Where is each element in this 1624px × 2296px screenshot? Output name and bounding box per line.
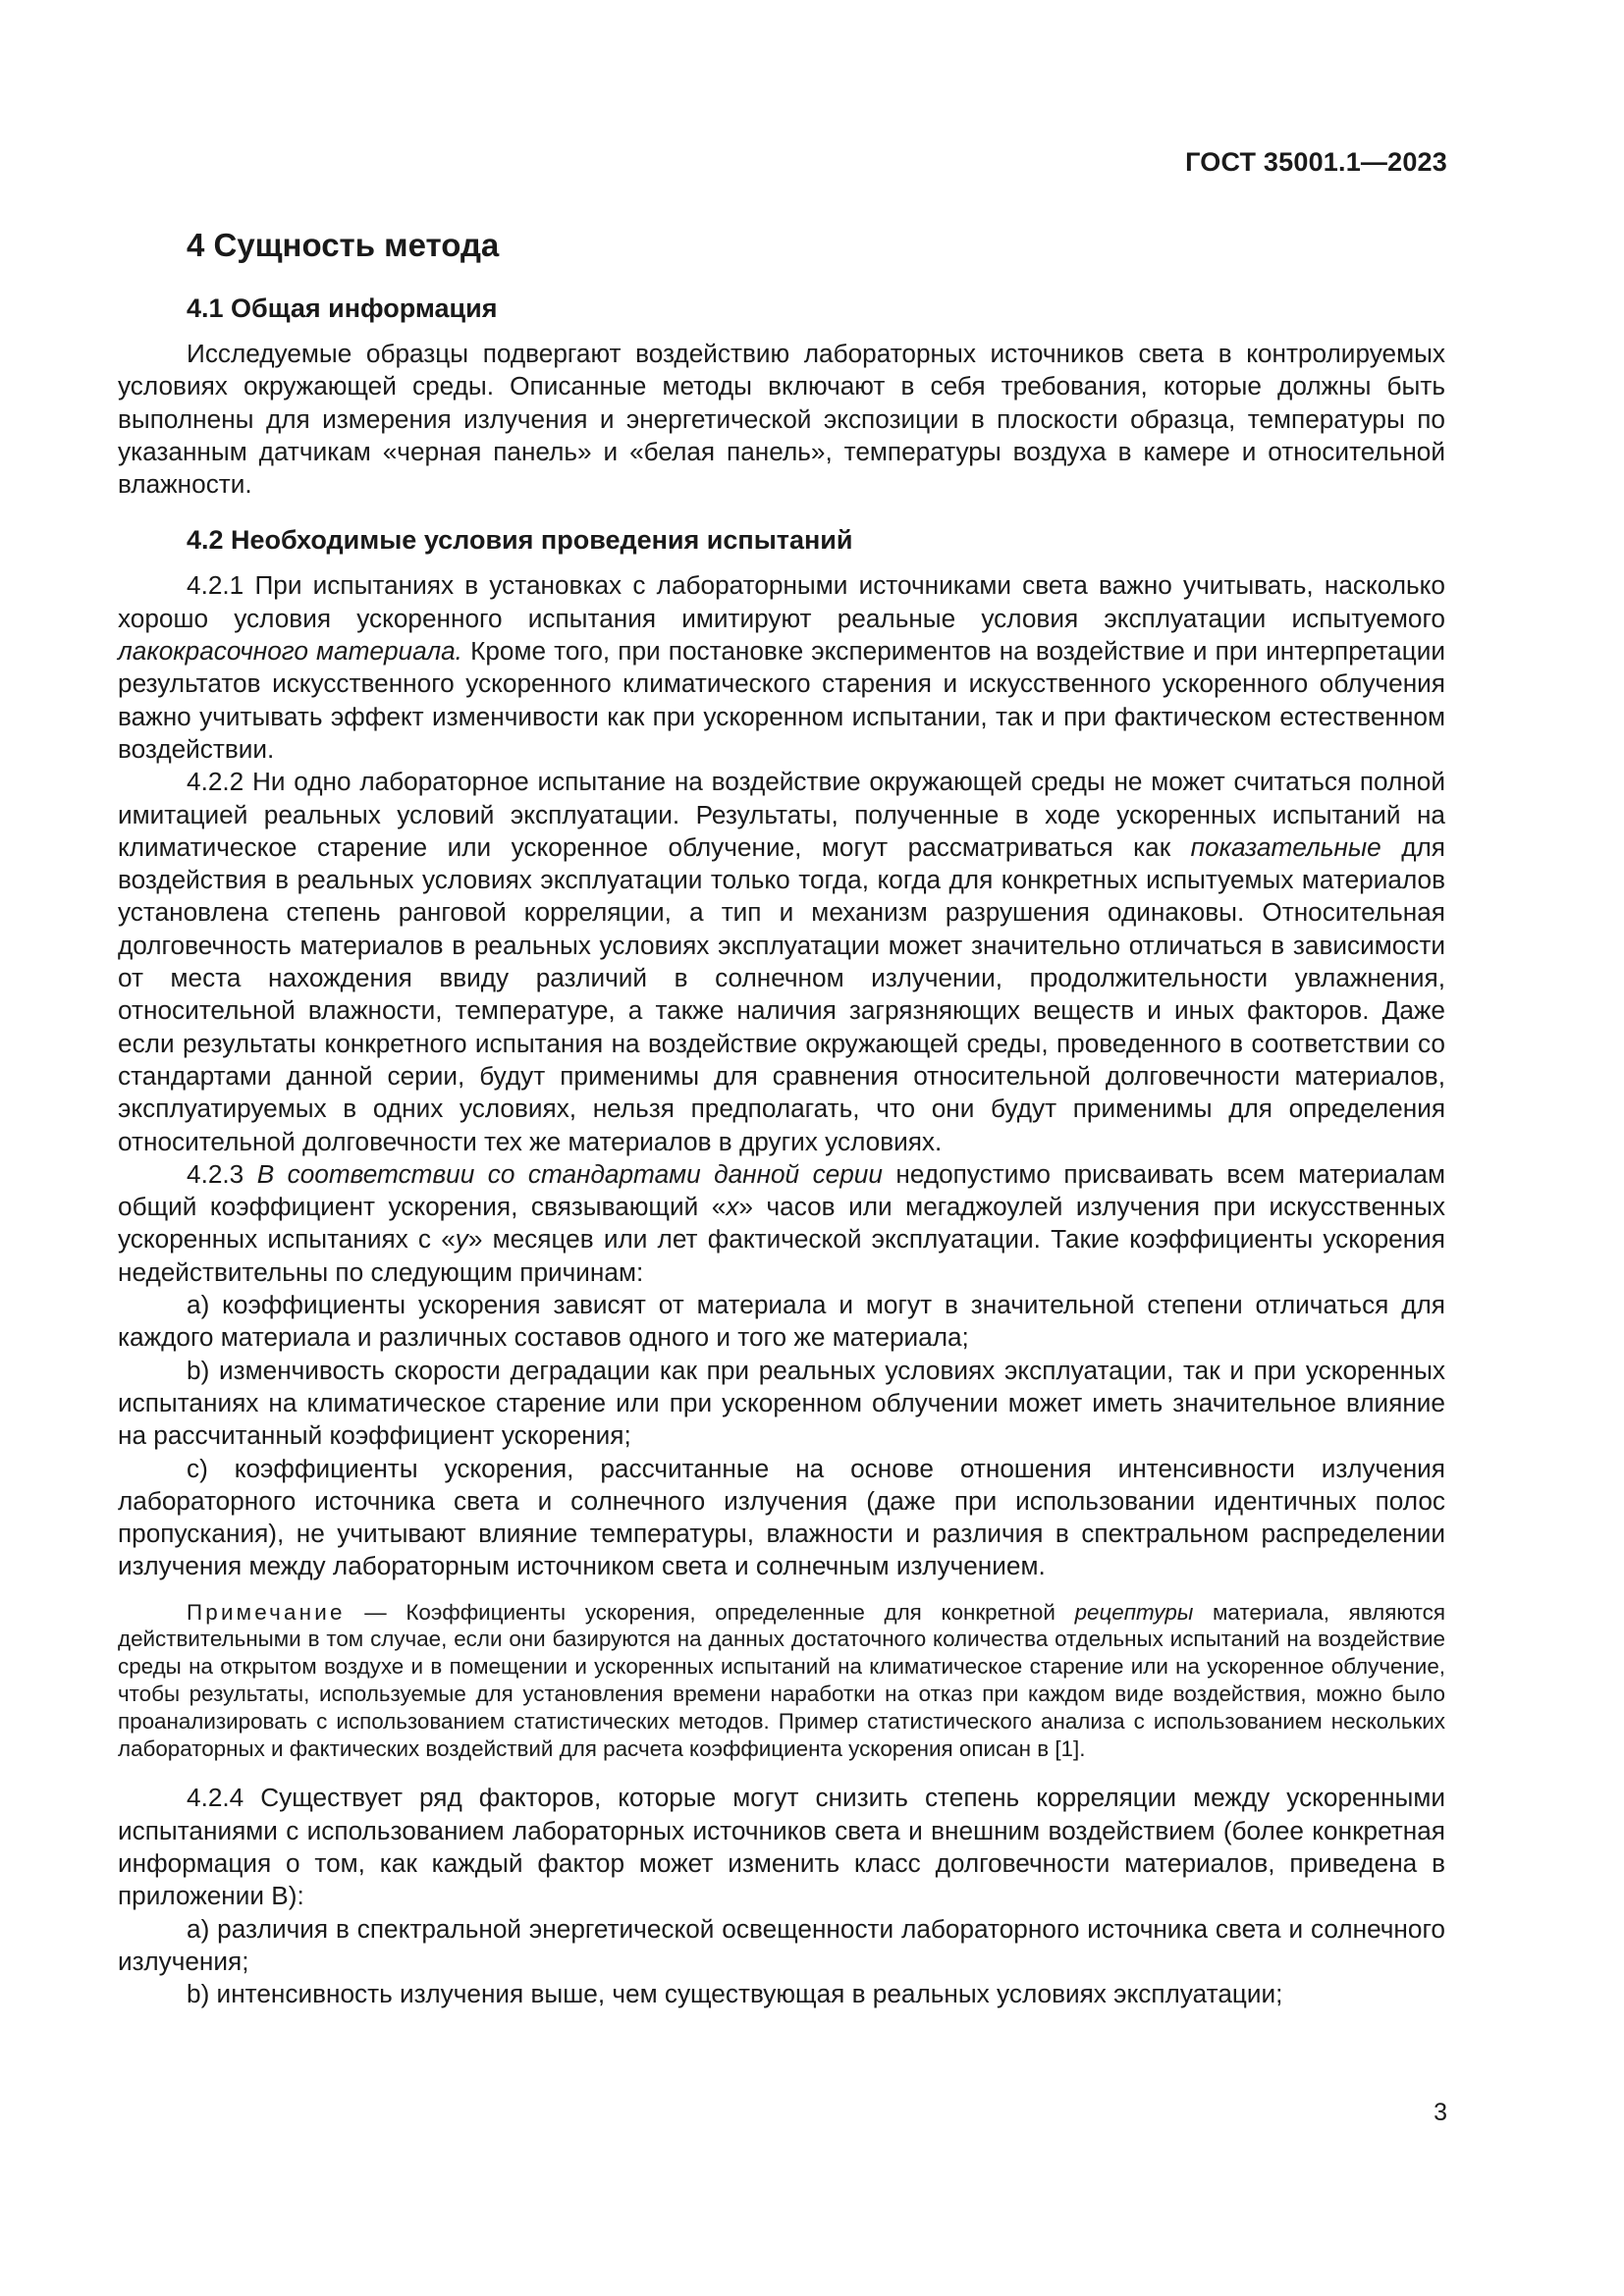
emphasis-term: показательные — [1190, 831, 1381, 862]
list-item-4-2-4-a: а) различия в спектральной энергетической освещенности лабораторного источника света и солнечного излучения; — [118, 1913, 1445, 1976]
list-item-a: а) коэффициенты ускорения зависят от материала и могут в значительной степени отличаться для каждого материала и различных составов одного и того же материала; — [118, 1290, 1445, 1353]
page-number: 3 — [1434, 2099, 1447, 2126]
emphasis-term: лакокрасочного материала. — [118, 636, 462, 667]
document-code: ГОСТ 35001.1—2023 — [1185, 147, 1447, 177]
paragraph-4-2-2: 4.2.2 Ни одно лабораторное испытание на воздействие окружающей среды не может считаться полной имитацией реальных условий эксплуатации. Результаты, полученные в ходе ускоренных испытаний на климатическое старение или ускоренное облучение, могут рассматриваться как показательные для воздействия в реальных условиях эксплуатации только тогда, когда для конкретных испытуемых материалов установлена степень ранговой корреляции, а тип и механизм разрушения одинаковы. Относительная долговечность материалов в реальных условиях эксплуатации может значительно отличаться в зависимости от места нахождения ввиду различий в солнечном излучении, продолжительности увлажнения, относительной влажности, температуре, а также наличия загрязняющих веществ и иных факторов. Даже если результаты конкретного испытания на воздействие окружающей среды, проведенного в соответствии со стандартами данной серии, будут применимы для сравнения относительной долговечности материалов, эксплуатируемых в одних условиях, нельзя предполагать, что они будут применимы для определения относительной долговечности тех же материалов в других условиях. — [118, 767, 1445, 1156]
list-item-c: с) коэффициенты ускорения, рассчитанные на основе отношения интенсивности излучения лабораторного источника света и солнечного излучения (даже при использовании идентичных полос пропускания), не учитывают влияние температуры, влажности и различия в спектральном распределении излучения между лабораторным источником света и солнечным излучением. — [118, 1453, 1445, 1581]
subsection-title-4-2: 4.2 Необходимые условия проведения испытаний — [187, 525, 853, 556]
variable-y: у — [455, 1224, 468, 1255]
paragraph-4-2-4: 4.2.4 Существует ряд факторов, которые могут снизить степень корреляции между ускоренными испытаниями с использованием лабораторных источников света и внешним воздействием (более конкретная информация о том, как каждый фактор может изменить класс долговечности материалов, приведена в приложении В): — [118, 1783, 1445, 1911]
list-item-4-2-4-b: b) интенсивность излучения выше, чем существующая в реальных условиях эксплуатации; — [187, 1979, 1283, 2009]
paragraph-4-2-3: 4.2.3 В соответствии со стандартами данной серии недопустимо присваивать всем материалам общий коэффициент ускорения, связывающий «х» часов или мегаджоулей излучения при искусственных ускоренных испытаниях с «у» месяцев или лет фактической эксплуатации. Такие коэффициенты ускорения недействительны по следующим причинам: — [118, 1158, 1445, 1287]
page-content — [118, 224, 1445, 2011]
section-title: 4 Сущность метода — [187, 227, 500, 263]
emphasis-term: В соответствии со стандартами данной серии — [256, 1158, 883, 1189]
paragraph-4-1: Исследуемые образцы подвергают воздействию лабораторных источников света в контролируемых условиях окружающей среды. Описанные методы включают в себя требования, которые должны быть выполнены для измерения излучения и энергетической экспозиции в плоскости образца, температуры по указанным датчикам «черная панель» и «белая панель», температуры воздуха в камере и относительной влажности. — [118, 339, 1445, 500]
subsection-title-4-1: 4.1 Общая информация — [187, 294, 498, 323]
variable-x: х — [726, 1192, 739, 1222]
list-item-b: b) изменчивость скорости деградации как при реальных условиях эксплуатации, так и при ускоренных испытаниях на климатическое старение или при ускоренном облучении может иметь значительное влияние на рассчитанный коэффициент ускорения; — [118, 1355, 1445, 1451]
note-label: Примечание — [187, 1599, 346, 1625]
paragraph-4-2-1: 4.2.1 При испытаниях в установках с лабораторными источниками света важно учитывать, насколько хорошо условия ускоренного испытания имитируют реальные условия эксплуатации испытуемого лакокрасочного материала. Кроме того, при постановке экспериментов на воздействие и при интерпретации результатов искусственного ускоренного климатического старения и искусственного ускоренного облучения важно учитывать эффект изменчивости как при ускоренном испытании, так и при фактическом естественном воздействии. — [118, 570, 1445, 764]
note-block: Примечание — Коэффициенты ускорения, определенные для конкретной рецептуры материала, являются действительными в том случае, если они базируются на данных достаточного количества отдельных испытаний на воздействие среды на открытом воздухе и в помещении и ускоренных испытаний на климатическое старение или на ускоренное облучение, чтобы результаты, используемые для установления времени наработки на отказ при каждом виде воздействия, можно было проанализировать с использованием статистических методов. Пример статистического анализа с использованием нескольких лабораторных и фактических воздействий для расчета коэффициента ускорения описан в [1]. — [118, 1599, 1445, 1761]
emphasis-term: рецептуры — [1074, 1599, 1194, 1625]
